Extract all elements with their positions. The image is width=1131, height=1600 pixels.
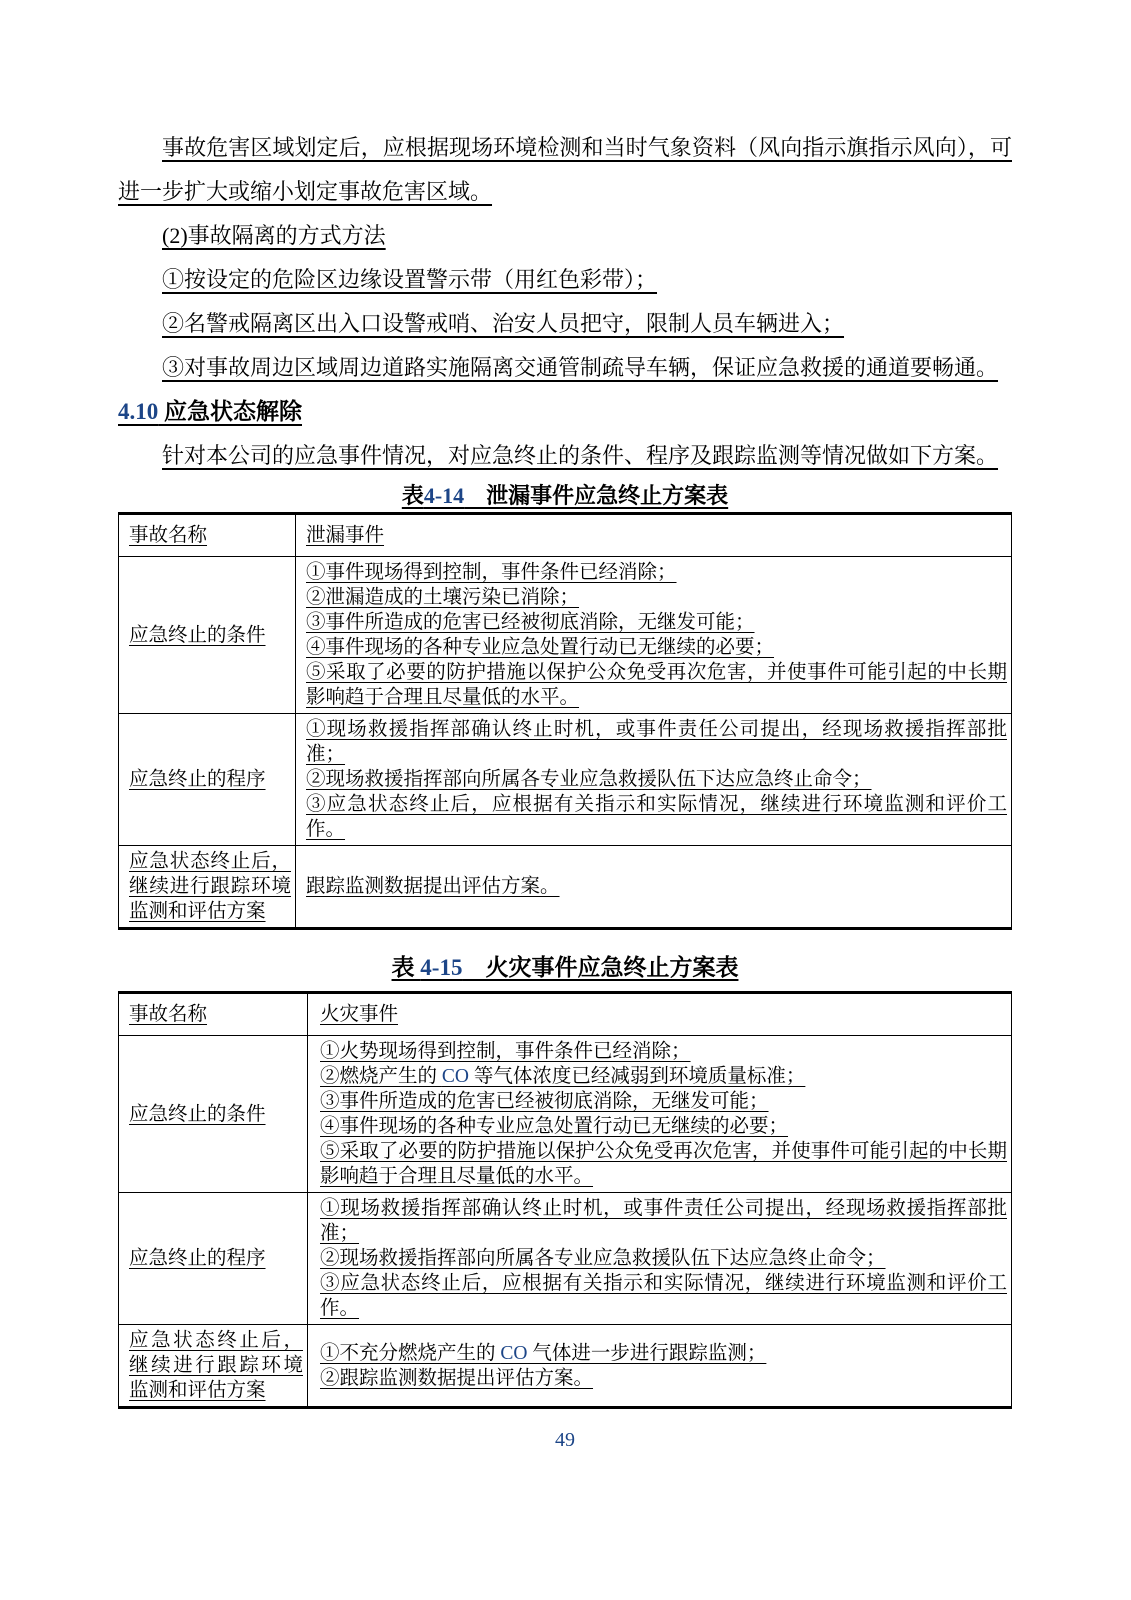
- fire-event-termination-table: [118, 991, 1012, 1409]
- follow-up-monitoring-label: 应急状态终止后，继续进行跟踪环境监测和评估方案: [119, 1325, 308, 1408]
- condition-item: ③事件所造成的危害已经被彻底消除，无继发可能；: [306, 612, 755, 633]
- termination-procedure-items: [296, 714, 1012, 846]
- procedure-item: ③应急状态终止后，应根据有关指示和实际情况，继续进行环境监测和评价工作。: [320, 1273, 1007, 1319]
- paragraph-item-1: ①按设定的危险区边缘设置警示带（用红色彩带）；: [162, 267, 658, 292]
- termination-conditions-items: [296, 557, 1012, 714]
- condition-item: ⑤采取了必要的防护措施以保护公众免受再次危害，并使事件可能引起的中长期影响趋于合理且尽量低的水平。: [306, 662, 1007, 708]
- accident-name-label: 事故名称: [119, 993, 308, 1036]
- monitoring-item: ②跟踪监测数据提出评估方案。: [320, 1367, 594, 1389]
- follow-up-monitoring-items: [308, 1325, 1012, 1408]
- condition-item: ①火势现场得到控制，事件条件已经消除；: [320, 1041, 691, 1062]
- condition-item: ②燃烧产生的 CO 等气体浓度已经减弱到环境质量标准；: [320, 1066, 806, 1087]
- table-4-15-title: 表 4-15 火灾事件应急终止方案表: [391, 955, 739, 980]
- condition-item: ④事件现场的各种专业应急处置行动已无继续的必要；: [320, 1116, 789, 1137]
- termination-procedure-label: 应急终止的程序: [119, 1193, 308, 1325]
- accident-name-value: 泄漏事件: [296, 514, 1012, 557]
- procedure-item: ③应急状态终止后，应根据有关指示和实际情况，继续进行环境监测和评价工作。: [306, 794, 1007, 840]
- condition-item: ③事件所造成的危害已经被彻底消除，无继发可能；: [320, 1091, 769, 1112]
- procedure-item: ②现场救援指挥部向所属各专业应急救援队伍下达应急终止命令；: [320, 1248, 886, 1269]
- paragraph-isolation-methods: (2)事故隔离的方式方法: [162, 223, 386, 248]
- table-row: [119, 993, 1012, 1036]
- table-row: [119, 1193, 1012, 1325]
- procedure-item: ①现场救援指挥部确认终止时机，或事件责任公司提出，经现场救援指挥部批准；: [320, 1198, 1007, 1244]
- termination-conditions-label: 应急终止的条件: [119, 557, 296, 714]
- termination-procedure-items: [308, 1193, 1012, 1325]
- condition-item: ②泄漏造成的土壤污染已消除；: [306, 587, 580, 608]
- monitoring-item: ①不充分燃烧产生的 CO 气体进一步进行跟踪监测；: [320, 1342, 767, 1364]
- procedure-item: ②现场救援指挥部向所属各专业应急救援队伍下达应急终止命令；: [306, 769, 872, 790]
- accident-name-value: 火灾事件: [308, 993, 1012, 1036]
- table-row: [119, 1325, 1012, 1408]
- condition-item: ⑤采取了必要的防护措施以保护公众免受再次危害，并使事件可能引起的中长期影响趋于合理且尽量低的水平。: [320, 1141, 1007, 1187]
- table-row: [119, 846, 1012, 929]
- paragraph-hazard-area: 事故危害区域划定后，应根据现场环境检测和当时气象资料（风向指示旗指示风向），可进一步扩大或缩小划定事故危害区域。: [118, 135, 1012, 204]
- termination-procedure-label: 应急终止的程序: [119, 714, 296, 846]
- paragraph-item-2: ②名警戒隔离区出入口设警戒哨、治安人员把守，限制人员车辆进入；: [162, 311, 845, 336]
- condition-item: ①事件现场得到控制，事件条件已经消除；: [306, 562, 677, 583]
- monitoring-item: 跟踪监测数据提出评估方案。: [306, 876, 560, 897]
- table-row: [119, 557, 1012, 714]
- procedure-item: ①现场救援指挥部确认终止时机，或事件责任公司提出，经现场救援指挥部批准；: [306, 719, 1007, 765]
- table-row: [119, 514, 1012, 557]
- page-number: 49: [555, 1429, 575, 1451]
- accident-name-label: 事故名称: [119, 514, 296, 557]
- paragraph-intro-plan: 针对本公司的应急事件情况，对应急终止的条件、程序及跟踪监测等情况做如下方案。: [162, 443, 999, 468]
- follow-up-monitoring-label: 应急状态终止后，继续进行跟踪环境监测和评估方案: [119, 846, 296, 929]
- table-row: [119, 1036, 1012, 1193]
- paragraph-item-3: ③对事故周边区域周边道路实施隔离交通管制疏导车辆，保证应急救援的通道要畅通。: [162, 355, 999, 380]
- table-row: [119, 714, 1012, 846]
- termination-conditions-label: 应急终止的条件: [119, 1036, 308, 1193]
- follow-up-monitoring-items: [296, 846, 1012, 929]
- condition-item: ④事件现场的各种专业应急处置行动已无继续的必要；: [306, 637, 775, 658]
- section-heading-4-10: 4.10 应急状态解除: [118, 399, 302, 424]
- termination-conditions-items: [308, 1036, 1012, 1193]
- leak-event-termination-table: [118, 512, 1012, 930]
- table-4-14-title: 表4-14 泄漏事件应急终止方案表: [401, 483, 729, 508]
